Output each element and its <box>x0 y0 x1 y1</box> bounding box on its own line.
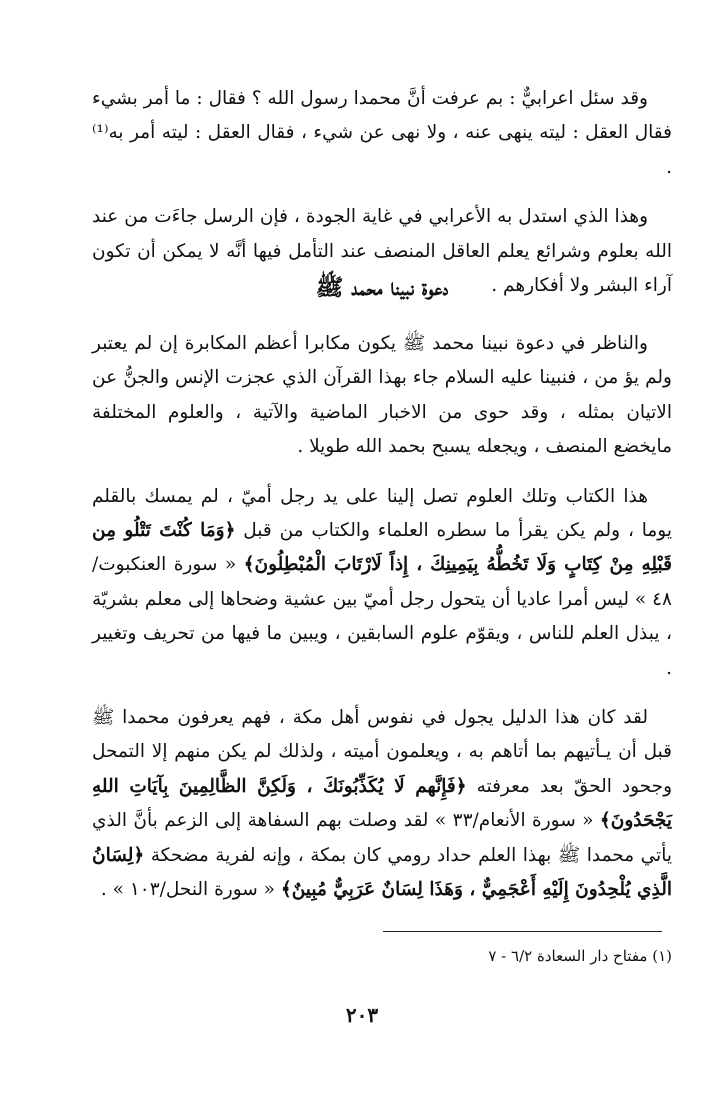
section-text <box>92 327 672 908</box>
section-heading: دعوة نبينا محمد ﷺ <box>315 274 449 301</box>
quran-verse-anam: ﴿فَإِنَّهم لَا يُكَذِّبُونَكَ ، وَلَكِنَّ الظَّالِمِينَ بِآيَاتِ اللهِ يَجْحَدُونَ﴾ <box>92 775 673 832</box>
page-number: ٢٠٣ <box>345 1003 379 1027</box>
footnote: (١) مفتاح دار السعادة ٦/٢ - ٧ <box>488 947 672 965</box>
paragraph-quran-miracle: والناظر في دعوة نبينا محمد ﷺ يكون مكابرا أعظم المكابرة إن لم يعتبر ولم يؤ من ، فنبينا عليه السلام جاء بهذا القرآن الذي عجزت الإنس والجنُّ عن الاتيان بمثله ، وقد حوى من الاخبار الماضية والآتية ، والعلوم المختلفة مايخضع المنصف ، ويجعله يسبح بحمد الله طويلا . <box>92 333 672 458</box>
paragraph-text: لقد كان هذا الدليل يجول في نفوس أهل مكة ، فهم يعرفون محمدا ﷺ قبل أن يـأتيهم بما أتاهم به ، ويعلمون أميته ، ولذلك لم يكن منهم إلا التمحل وجحود الحقّ بعد معرفته <box>92 707 672 797</box>
quran-verse-ankabut: ﴿وَمَا كُنْتَ تَتْلُو مِن قَبْلِهِ مِنْ كِتَابٍ وَلَا تَخُطُّهُ بِيَمِينِكَ ، إِذاً لَارْتَابَ الْمُبْطِلُونَ﴾ <box>92 520 672 576</box>
quran-verse-nahl: ﴿لِسَانُ الَّذِي يُلْحِدُونَ إِلَيْهِ أَعْجَمِيٌّ ، وَهَذَا لِسَانٌ عَرَبِيٌّ مُبِينٌ﴾ <box>92 844 672 901</box>
paragraph-text: « سورة النحل/١٠٣ » . <box>100 879 281 901</box>
paragraph-text: هذا الكتاب وتلك العلوم تصل إلينا على يد رجل أميّ ، لم يمسك بالقلم يوما ، ولم يكن يقرأ ما سطره العلماء والكتاب من قبل <box>92 485 672 542</box>
footnote-divider <box>383 931 662 932</box>
paragraph-text: « سورة العنكبوت/٤٨ » ليس أمرا عاديا أن يتحول رجل أميّ بين عشية وضحاها إلى معلم بشريّة ، يبذل العلم للناس ، ويقوّم علوم السابقين ، ويبين ما فيها من تحريف وتغيير . <box>92 554 672 679</box>
paragraph-bedouin-question: وقد سئل اعرابيٌّ : بم عرفت أنَّ محمدا رسول الله ؟ فقال : ما أمر بشيء فقال العقل : ليته ينهى عنه ، ولا نهى عن شيء ، فقال العقل : ليته أمر به⁽¹⁾ . <box>92 88 672 178</box>
paragraph-unlettered-prophet <box>92 480 672 686</box>
paragraph-text: « سورة الأنعام/٣٣ » لقد وصلت بهم السفاهة إلى الزعم بأنَّ الذي يأتي محمدا ﷺ بهذا العلم حداد رومي كان بمكة ، وإنه لفرية مضحكة <box>92 810 672 866</box>
paragraph-bedouin-reasoning: وهذا الذي استدل به الأعرابي في غاية الجودة ، فإن الرسل جاءَت من عند الله بعلوم وشرائع يعلم العاقل المنصف عند التأمل فيها أنَّه لا يمكن أن تكون آراء البشر ولا أفكارهم . <box>92 206 672 297</box>
paragraph-meccans <box>92 701 672 907</box>
